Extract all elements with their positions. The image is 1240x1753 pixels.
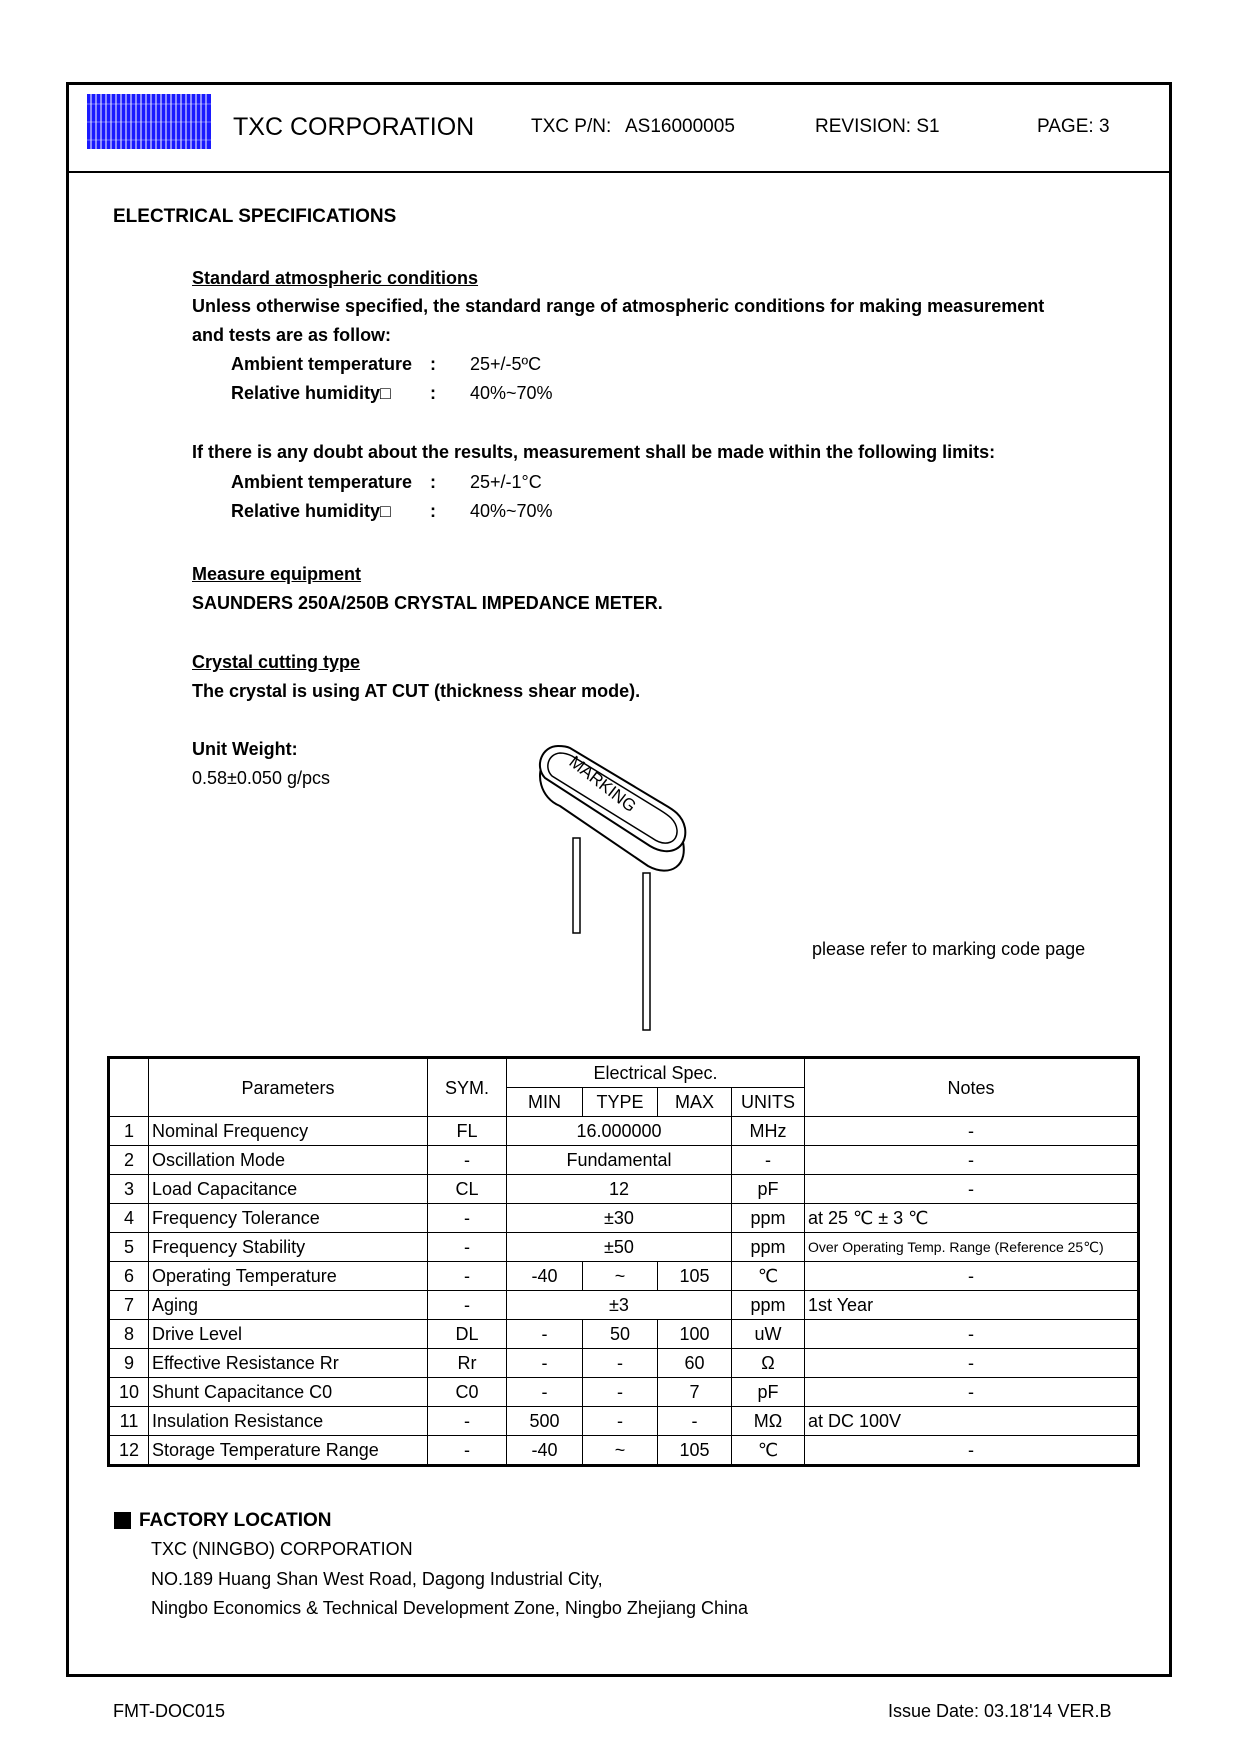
th-max: MAX: [658, 1088, 732, 1117]
weight-value: 0.58±0.050 g/pcs: [192, 768, 330, 788]
std-ambient-value: 25+/-5ºC: [470, 354, 542, 374]
row-parameter: Drive Level: [149, 1320, 428, 1349]
row-parameter: Operating Temperature: [149, 1262, 428, 1291]
row-notes: -: [805, 1436, 1139, 1466]
table-row: [109, 1320, 1139, 1349]
row-units: pF: [732, 1175, 805, 1204]
row-notes: -: [805, 1349, 1139, 1378]
page-number: PAGE: 3: [1037, 116, 1110, 137]
lim-ambient-label: Ambient temperature: [231, 472, 413, 492]
th-type: TYPE: [583, 1088, 658, 1117]
factory-line-3: Ningbo Economics & Technical Development Zone, Ningbo Zhejiang China: [151, 1598, 749, 1618]
table-row: [109, 1291, 1139, 1320]
row-number: 2: [109, 1146, 149, 1175]
row-number: 7: [109, 1291, 149, 1320]
row-type: -: [583, 1349, 658, 1378]
factory-title: FACTORY LOCATION: [139, 1510, 332, 1531]
row-max: 7: [658, 1378, 732, 1407]
row-units: MHz: [732, 1117, 805, 1146]
row-notes: -: [805, 1320, 1139, 1349]
electrical-spec-table: [107, 1056, 1140, 1467]
th-units: UNITS: [732, 1088, 805, 1117]
doc-code: FMT-DOC015: [113, 1701, 226, 1721]
row-sym: Rr: [428, 1349, 507, 1378]
equipment-text: SAUNDERS 250A/250B CRYSTAL IMPEDANCE METER.: [192, 593, 663, 613]
row-type: -: [583, 1407, 658, 1436]
cutting-title: Crystal cutting type: [192, 652, 361, 672]
row-sym: CL: [428, 1175, 507, 1204]
row-units: ppm: [732, 1204, 805, 1233]
row-notes: Over Operating Temp. Range (Reference 25℃): [805, 1233, 1139, 1262]
row-sym: DL: [428, 1320, 507, 1349]
row-notes: -: [805, 1117, 1139, 1146]
row-spec: ±3: [507, 1291, 732, 1320]
table-row: [109, 1175, 1139, 1204]
row-type: ~: [583, 1262, 658, 1291]
row-notes: -: [805, 1378, 1139, 1407]
lim-ambient-sep: :: [430, 472, 436, 492]
crystal-drawing: [530, 738, 710, 1038]
row-max: 100: [658, 1320, 732, 1349]
row-min: -: [507, 1378, 583, 1407]
std-humidity-label: Relative humidity□: [231, 383, 391, 403]
th-electrical: Electrical Spec.: [507, 1058, 805, 1088]
row-min: -: [507, 1320, 583, 1349]
bullet-square-icon: [114, 1512, 131, 1529]
row-spec: 16.000000: [507, 1117, 732, 1146]
pn-label: TXC P/N:: [531, 116, 612, 137]
row-parameter: Effective Resistance Rr: [149, 1349, 428, 1378]
row-parameter: Storage Temperature Range: [149, 1436, 428, 1466]
row-max: -: [658, 1407, 732, 1436]
conditions-title: Standard atmospheric conditions: [192, 268, 479, 288]
row-units: MΩ: [732, 1407, 805, 1436]
row-units: ℃: [732, 1262, 805, 1291]
doubt-line: If there is any doubt about the results, measurement shall be made within the following limits:: [192, 442, 996, 462]
section-title: ELECTRICAL SPECIFICATIONS: [113, 206, 397, 227]
row-number: 4: [109, 1204, 149, 1233]
table-row: [109, 1146, 1139, 1175]
row-units: ppm: [732, 1291, 805, 1320]
std-humidity-sep: :: [430, 383, 436, 403]
lim-humidity-value: 40%~70%: [470, 501, 553, 521]
row-min: -40: [507, 1262, 583, 1291]
table-row: [109, 1233, 1139, 1262]
equipment-title: Measure equipment: [192, 564, 362, 584]
row-notes: -: [805, 1146, 1139, 1175]
row-notes: at 25 ℃ ± 3 ℃: [805, 1204, 1139, 1233]
row-units: ppm: [732, 1233, 805, 1262]
row-units: uW: [732, 1320, 805, 1349]
factory-line-1: TXC (NINGBO) CORPORATION: [151, 1539, 413, 1559]
header-divider: [66, 171, 1172, 173]
conditions-intro-2: and tests are as follow:: [192, 325, 392, 345]
issue-date: Issue Date: 03.18'14 VER.B: [888, 1701, 1112, 1721]
row-sym: -: [428, 1146, 507, 1175]
std-humidity-value: 40%~70%: [470, 383, 553, 403]
row-min: -: [507, 1349, 583, 1378]
marking-label: MARKING: [565, 752, 640, 817]
row-parameter: Insulation Resistance: [149, 1407, 428, 1436]
row-units: ℃: [732, 1436, 805, 1466]
row-sym: C0: [428, 1378, 507, 1407]
row-number: 11: [109, 1407, 149, 1436]
th-min: MIN: [507, 1088, 583, 1117]
row-parameter: Frequency Tolerance: [149, 1204, 428, 1233]
th-parameters: Parameters: [149, 1058, 428, 1117]
row-sym: -: [428, 1291, 507, 1320]
table-row: [109, 1378, 1139, 1407]
marking-note: please refer to marking code page: [812, 939, 1086, 959]
row-parameter: Frequency Stability: [149, 1233, 428, 1262]
row-parameter: Oscillation Mode: [149, 1146, 428, 1175]
row-number: 1: [109, 1117, 149, 1146]
row-type: 50: [583, 1320, 658, 1349]
th-notes: Notes: [805, 1058, 1139, 1117]
row-parameter: Load Capacitance: [149, 1175, 428, 1204]
table-row: [109, 1204, 1139, 1233]
row-min: -40: [507, 1436, 583, 1466]
row-number: 9: [109, 1349, 149, 1378]
row-parameter: Aging: [149, 1291, 428, 1320]
row-spec: Fundamental: [507, 1146, 732, 1175]
row-sym: -: [428, 1407, 507, 1436]
row-number: 3: [109, 1175, 149, 1204]
row-parameter: Nominal Frequency: [149, 1117, 428, 1146]
table-row: [109, 1407, 1139, 1436]
weight-title: Unit Weight:: [192, 739, 298, 759]
company-name: TXC CORPORATION: [233, 113, 475, 141]
row-notes: -: [805, 1262, 1139, 1291]
row-sym: -: [428, 1233, 507, 1262]
factory-line-2: NO.189 Huang Shan West Road, Dagong Industrial City,: [151, 1569, 603, 1589]
row-notes: -: [805, 1175, 1139, 1204]
row-spec: 12: [507, 1175, 732, 1204]
row-notes: at DC 100V: [805, 1407, 1139, 1436]
row-units: -: [732, 1146, 805, 1175]
row-number: 5: [109, 1233, 149, 1262]
row-max: 60: [658, 1349, 732, 1378]
th-sym: SYM.: [428, 1058, 507, 1117]
std-ambient-label: Ambient temperature: [231, 354, 413, 374]
lim-humidity-sep: :: [430, 501, 436, 521]
table-row: [109, 1117, 1139, 1146]
row-sym: -: [428, 1262, 507, 1291]
conditions-intro-1: Unless otherwise specified, the standard range of atmospheric conditions for making measurement: [192, 296, 1045, 316]
row-spec: ±30: [507, 1204, 732, 1233]
row-sym: -: [428, 1204, 507, 1233]
lim-humidity-label: Relative humidity□: [231, 501, 391, 521]
row-number: 8: [109, 1320, 149, 1349]
row-number: 12: [109, 1436, 149, 1466]
table-row: [109, 1349, 1139, 1378]
row-number: 10: [109, 1378, 149, 1407]
row-type: -: [583, 1378, 658, 1407]
lim-ambient-value: 25+/-1°C: [470, 472, 542, 492]
row-max: 105: [658, 1436, 732, 1466]
row-units: pF: [732, 1378, 805, 1407]
row-type: ~: [583, 1436, 658, 1466]
row-parameter: Shunt Capacitance C0: [149, 1378, 428, 1407]
revision: REVISION: S1: [815, 116, 940, 137]
row-min: 500: [507, 1407, 583, 1436]
table-row: [109, 1436, 1139, 1466]
row-sym: FL: [428, 1117, 507, 1146]
row-number: 6: [109, 1262, 149, 1291]
row-units: Ω: [732, 1349, 805, 1378]
row-max: 105: [658, 1262, 732, 1291]
table-row: [109, 1262, 1139, 1291]
th-no: [109, 1058, 149, 1117]
row-spec: ±50: [507, 1233, 732, 1262]
std-ambient-sep: :: [430, 354, 436, 374]
pn-value: AS16000005: [625, 116, 735, 137]
cutting-text: The crystal is using AT CUT (thickness shear mode).: [192, 681, 641, 701]
row-notes: 1st Year: [805, 1291, 1139, 1320]
txc-logo: [87, 94, 211, 149]
row-sym: -: [428, 1436, 507, 1466]
